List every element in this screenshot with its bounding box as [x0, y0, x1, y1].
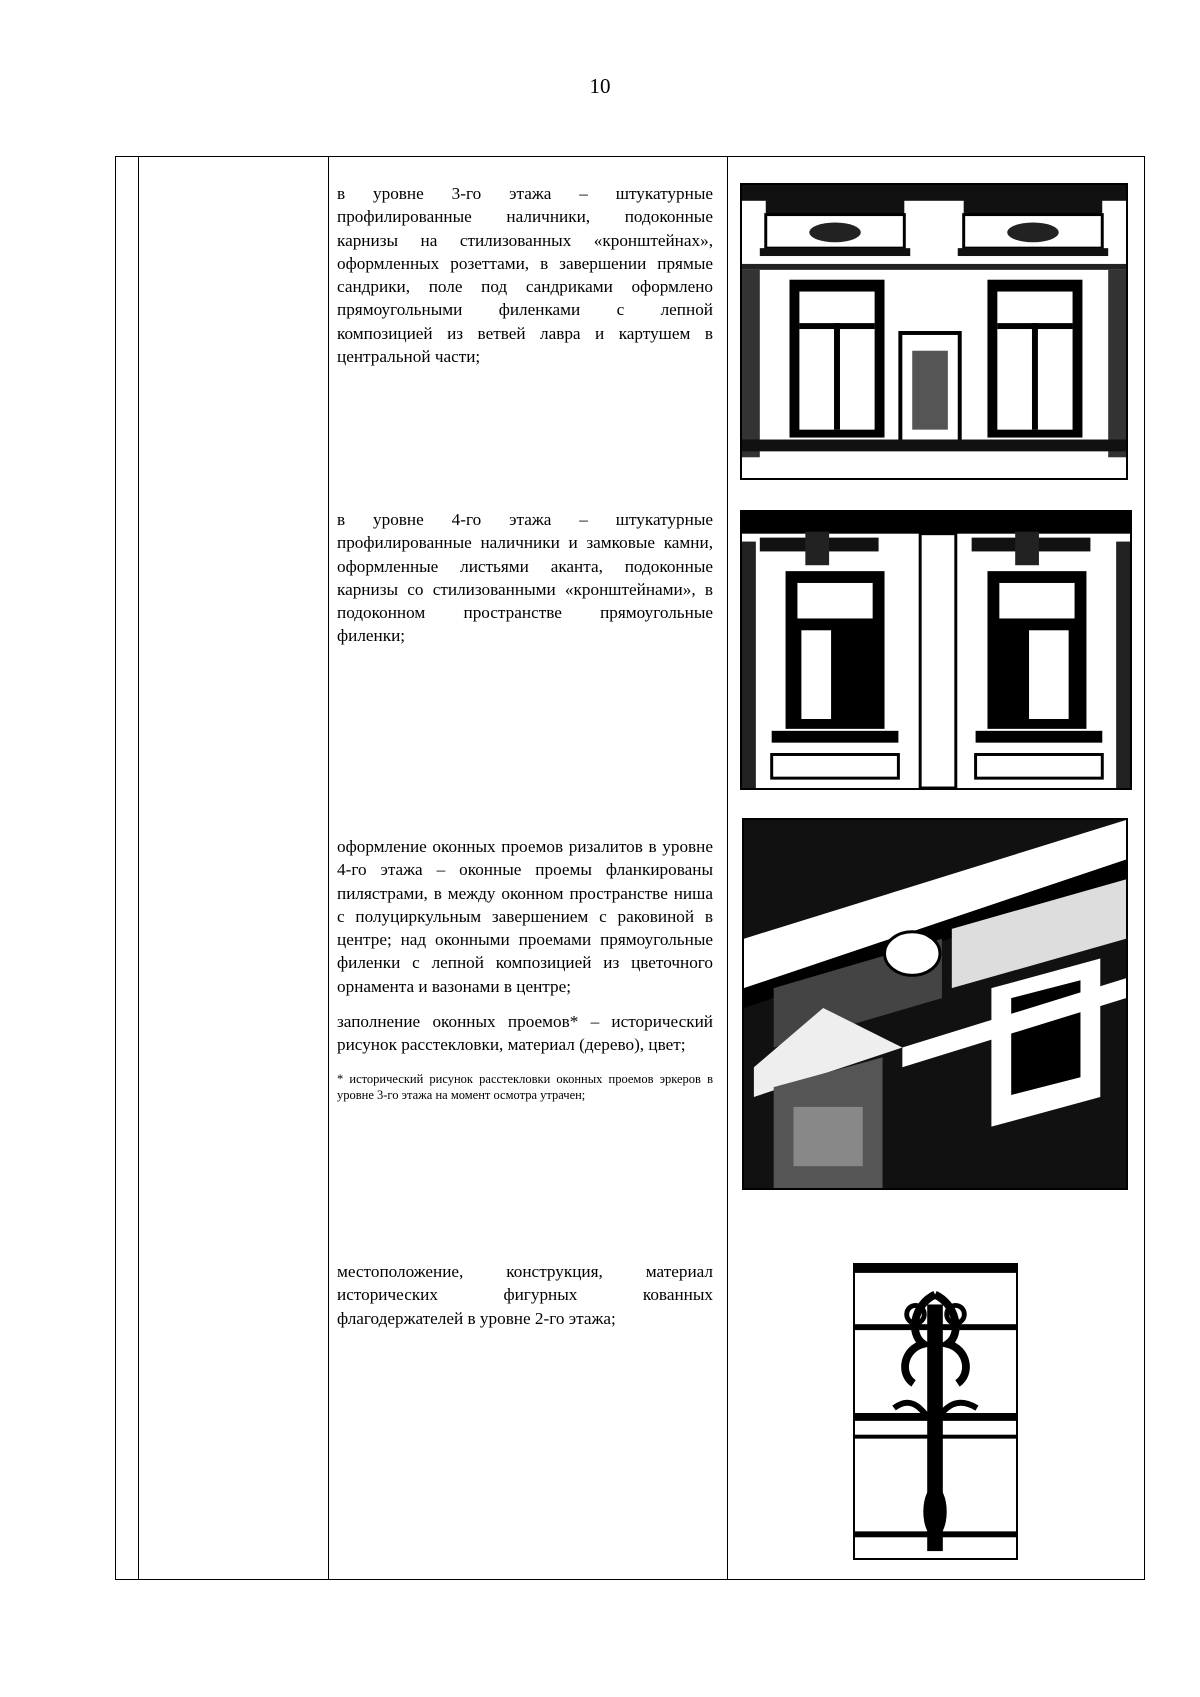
column-divider: [727, 157, 728, 1579]
photo-flag-holder: [853, 1263, 1018, 1560]
column-divider: [328, 157, 329, 1579]
row-4-text: местоположение, конструкция, материал исторических фигурных кованных флагодержателей в уровне 2-го этажа;: [337, 1262, 713, 1328]
row-3-text-2: заполнение оконных проемов* – исторический рисунок расстекловки, материал (дерево), цвет;: [337, 1012, 713, 1055]
column-divider: [138, 157, 139, 1579]
photo-3rd-floor-windows: [740, 183, 1128, 480]
row-3-footnote: * исторический рисунок расстекловки оконных проемов эркеров в уровне 3-го этажа на момент осмотра утрачен;: [337, 1071, 713, 1103]
row-3-description: [337, 835, 713, 1104]
row-2-text: в уровне 4-го этажа – штукатурные профилированные наличники и замковые камни, оформленные листьями аканта, подоконные карнизы со стилизованными «кронштейнами», в подоконном пространстве прямоугольные филенки;: [337, 510, 713, 646]
page-number: 10: [589, 74, 611, 98]
photo-4th-floor-windows: [740, 510, 1132, 790]
row-4-description: [337, 1260, 713, 1330]
photo-risalit-windows: [742, 818, 1128, 1190]
row-3-text: оформление оконных проемов ризалитов в уровне 4-го этажа – оконные проемы фланкированы пилястрами, в между оконном пространстве ниша с полуциркульным завершением с раковиной в центре; над оконными проемами прямоугольные филенки с лепной композицией из цветочного орнамента и вазонами в центре;: [337, 837, 713, 996]
row-2-description: [337, 508, 713, 648]
row-1-text: в уровне 3-го этажа – штукатурные профилированные наличники, подоконные карнизы на стилизованных «кронштейнах», оформленных розеттами, в завершении прямые сандрики, поле под сандриками оформлено прямоугольными филенками с лепной композицией из ветвей лавра и картушем в центральной части;: [337, 184, 713, 367]
row-1-description: [337, 182, 713, 368]
